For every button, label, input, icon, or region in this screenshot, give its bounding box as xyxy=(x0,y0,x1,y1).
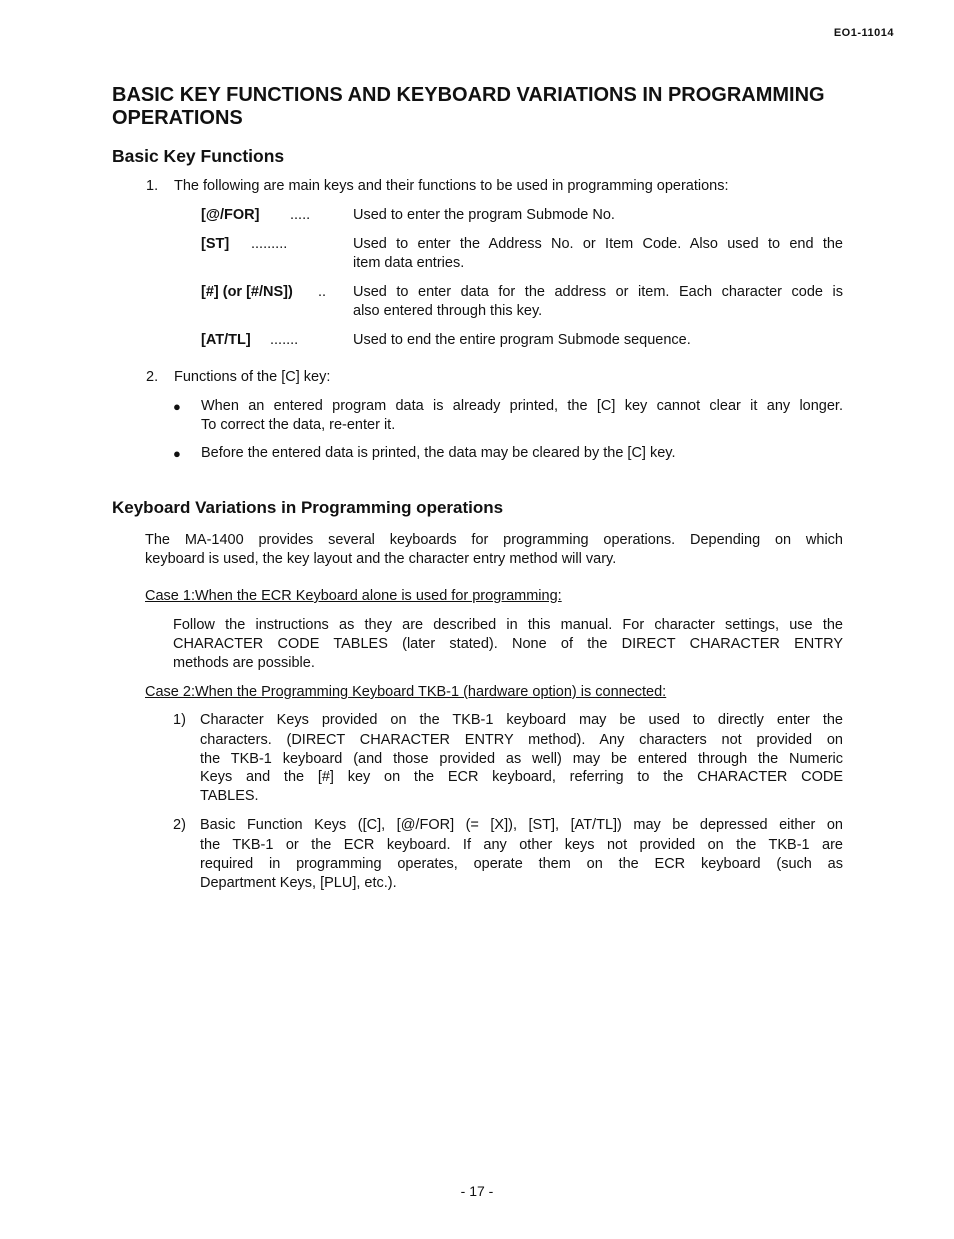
key-description: Used to end the entire program Submode sequence. xyxy=(353,332,691,348)
key-description: Used to enter the program Submode No. xyxy=(353,207,615,223)
key-label: [ST] xyxy=(201,236,230,252)
case2-item-text: Keys and the [#] key on the ECR keyboard, referring to the CHARACTER CODE xyxy=(200,769,843,785)
item-intro: Functions of the [C] key: xyxy=(174,369,331,385)
case2-item-text: Basic Function Keys ([C], [@/FOR] (= [X]), [ST], [AT/TL]) may be depressed either on xyxy=(200,817,843,833)
key-description: Used to enter data for the address or item. Each character code is xyxy=(353,284,843,300)
item-number: 1. xyxy=(146,178,159,194)
page-number: - 17 - xyxy=(460,1183,494,1199)
key-label: [@/FOR] xyxy=(201,207,260,223)
key-label: [#] (or [#/NS]) xyxy=(201,284,293,300)
key-label: [AT/TL] xyxy=(201,332,251,348)
bullet-icon: ● xyxy=(173,446,181,461)
case2-item-number: 2) xyxy=(173,817,186,833)
case2-item-text: TABLES. xyxy=(200,788,259,804)
bullet-text: To correct the data, re-enter it. xyxy=(201,417,396,433)
bullet-text: When an entered program data is already printed, the [C] key cannot clear it any longer. xyxy=(201,398,843,414)
key-description: Used to enter the Address No. or Item Code. Also used to end the xyxy=(353,236,843,252)
key-leader-dots: ..... xyxy=(290,207,311,223)
document-id: EO1-11014 xyxy=(833,27,894,39)
bullet-icon: ● xyxy=(173,399,181,414)
item-intro: The following are main keys and their functions to be used in programming operations: xyxy=(174,178,729,194)
case2-item-text: Department Keys, [PLU], etc.). xyxy=(200,875,397,891)
key-description: item data entries. xyxy=(353,255,465,271)
item-number: 2. xyxy=(146,369,159,385)
case1-body: Follow the instructions as they are described in this manual. For character settings, use the xyxy=(173,617,843,633)
case1-body: methods are possible. xyxy=(173,655,315,671)
case2-title: Case 2:When the Programming Keyboard TKB-1 (hardware option) is connected: xyxy=(145,684,667,700)
bullet-text: Before the entered data is printed, the data may be cleared by the [C] key. xyxy=(201,445,676,461)
case1-title: Case 1:When the ECR Keyboard alone is used for programming: xyxy=(145,588,562,604)
key-leader-dots: .. xyxy=(318,284,327,300)
key-leader-dots: ......... xyxy=(251,236,288,252)
key-description: also entered through this key. xyxy=(353,303,543,319)
case2-item-text: required in programming operates, operate them on the ECR keyboard (such as xyxy=(200,856,843,872)
case1-body: CHARACTER CODE TABLES (later stated). None of the DIRECT CHARACTER ENTRY xyxy=(173,636,843,652)
page-title: BASIC KEY FUNCTIONS AND KEYBOARD VARIATIONS IN PROGRAMMING OPERATIONS xyxy=(112,84,825,129)
section-heading-basic-key-functions: Basic Key Functions xyxy=(112,146,285,166)
case2-item-number: 1) xyxy=(173,712,186,728)
key-leader-dots: ....... xyxy=(270,332,299,348)
case2-item-text: Character Keys provided on the TKB-1 keyboard may be used to directly enter the xyxy=(200,712,843,728)
section-intro: The MA-1400 provides several keyboards for programming operations. Depending on which xyxy=(145,532,843,548)
case2-item-text: the TKB-1 or the ECR keyboard. If any other keys not provided on the TKB-1 are xyxy=(200,837,843,853)
section-heading-keyboard-variations: Keyboard Variations in Programming operations xyxy=(112,498,504,517)
case2-item-text: the TKB-1 keyboard (and those provided as well) may be entered through the Numeric xyxy=(200,751,843,767)
case2-item-text: characters. (DIRECT CHARACTER ENTRY method). Any characters not provided on xyxy=(200,732,843,748)
section-intro: keyboard is used, the key layout and the character entry method will vary. xyxy=(145,551,617,567)
